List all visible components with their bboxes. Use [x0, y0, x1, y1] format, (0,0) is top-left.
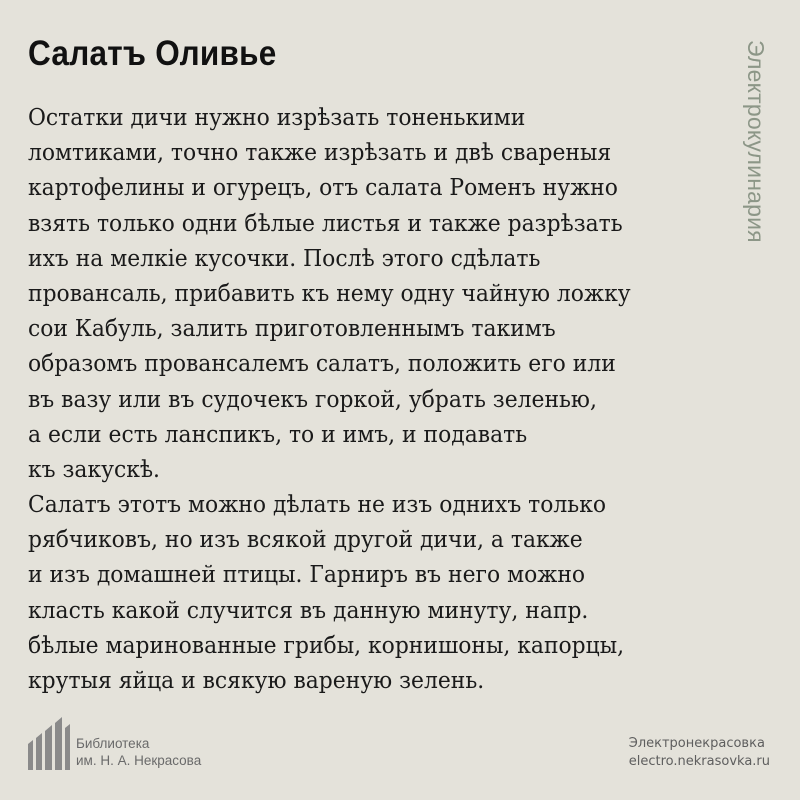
recipe-text [28, 100, 728, 698]
recipe-line: въ вазу или въ судочекъ горкой, убрать зеленью, [28, 384, 597, 413]
recipe-line: а если есть ланспикъ, то и имъ, и подавать [28, 419, 528, 448]
recipe-line: ломтиками, точно также изрѣзать и двѣ свареныя [28, 138, 612, 167]
recipe-line: картофелины и огурецъ, отъ салата Роменъ нужно [28, 173, 618, 202]
recipe-line: ихъ на мелкіе кусочки. Послѣ этого сдѣлать [28, 243, 541, 272]
library-name [76, 735, 201, 769]
side-label: Электрокулинария [743, 40, 769, 243]
recipe-line: сои Кабуль, залить приготовленнымъ такимъ [28, 314, 556, 343]
recipe-line: крутыя яйца и всякую вареную зелень. [28, 666, 485, 694]
project-url[interactable]: electro.nekrasovka.ru [628, 754, 770, 769]
project-info [629, 735, 770, 771]
recipe-line: Салатъ этотъ можно дѣлать не изъ однихъ только [28, 490, 607, 519]
recipe-line: Остатки дичи нужно изрѣзать тоненькими [28, 103, 526, 131]
recipe-line: къ закускѣ. [28, 454, 161, 483]
project-name: Электронекрасовка [628, 736, 765, 751]
recipe-line: рябчиковъ, но изъ всякой другой дичи, а также [28, 525, 583, 554]
recipe-line: класть какой случится въ данную минуту, напр. [28, 595, 589, 624]
library-name-line: им. Н. А. Некрасова [76, 753, 202, 768]
recipe-line: провансаль, прибавить къ нему одну чайную ложку [28, 278, 631, 307]
recipe-line: взять только одни бѣлые листья и также разрѣзать [28, 208, 623, 237]
recipe-line: и изъ домашней птицы. Гарниръ въ него можно [28, 560, 586, 589]
library-building-icon [26, 716, 72, 772]
library-name-line: Библиотека [76, 736, 150, 751]
recipe-line: образомъ провансалемъ салатъ, положить его или [28, 349, 616, 378]
recipe-line: бѣлые маринованные грибы, корнишоны, капорцы, [28, 630, 625, 659]
page-title: Салатъ Оливье [28, 34, 277, 73]
